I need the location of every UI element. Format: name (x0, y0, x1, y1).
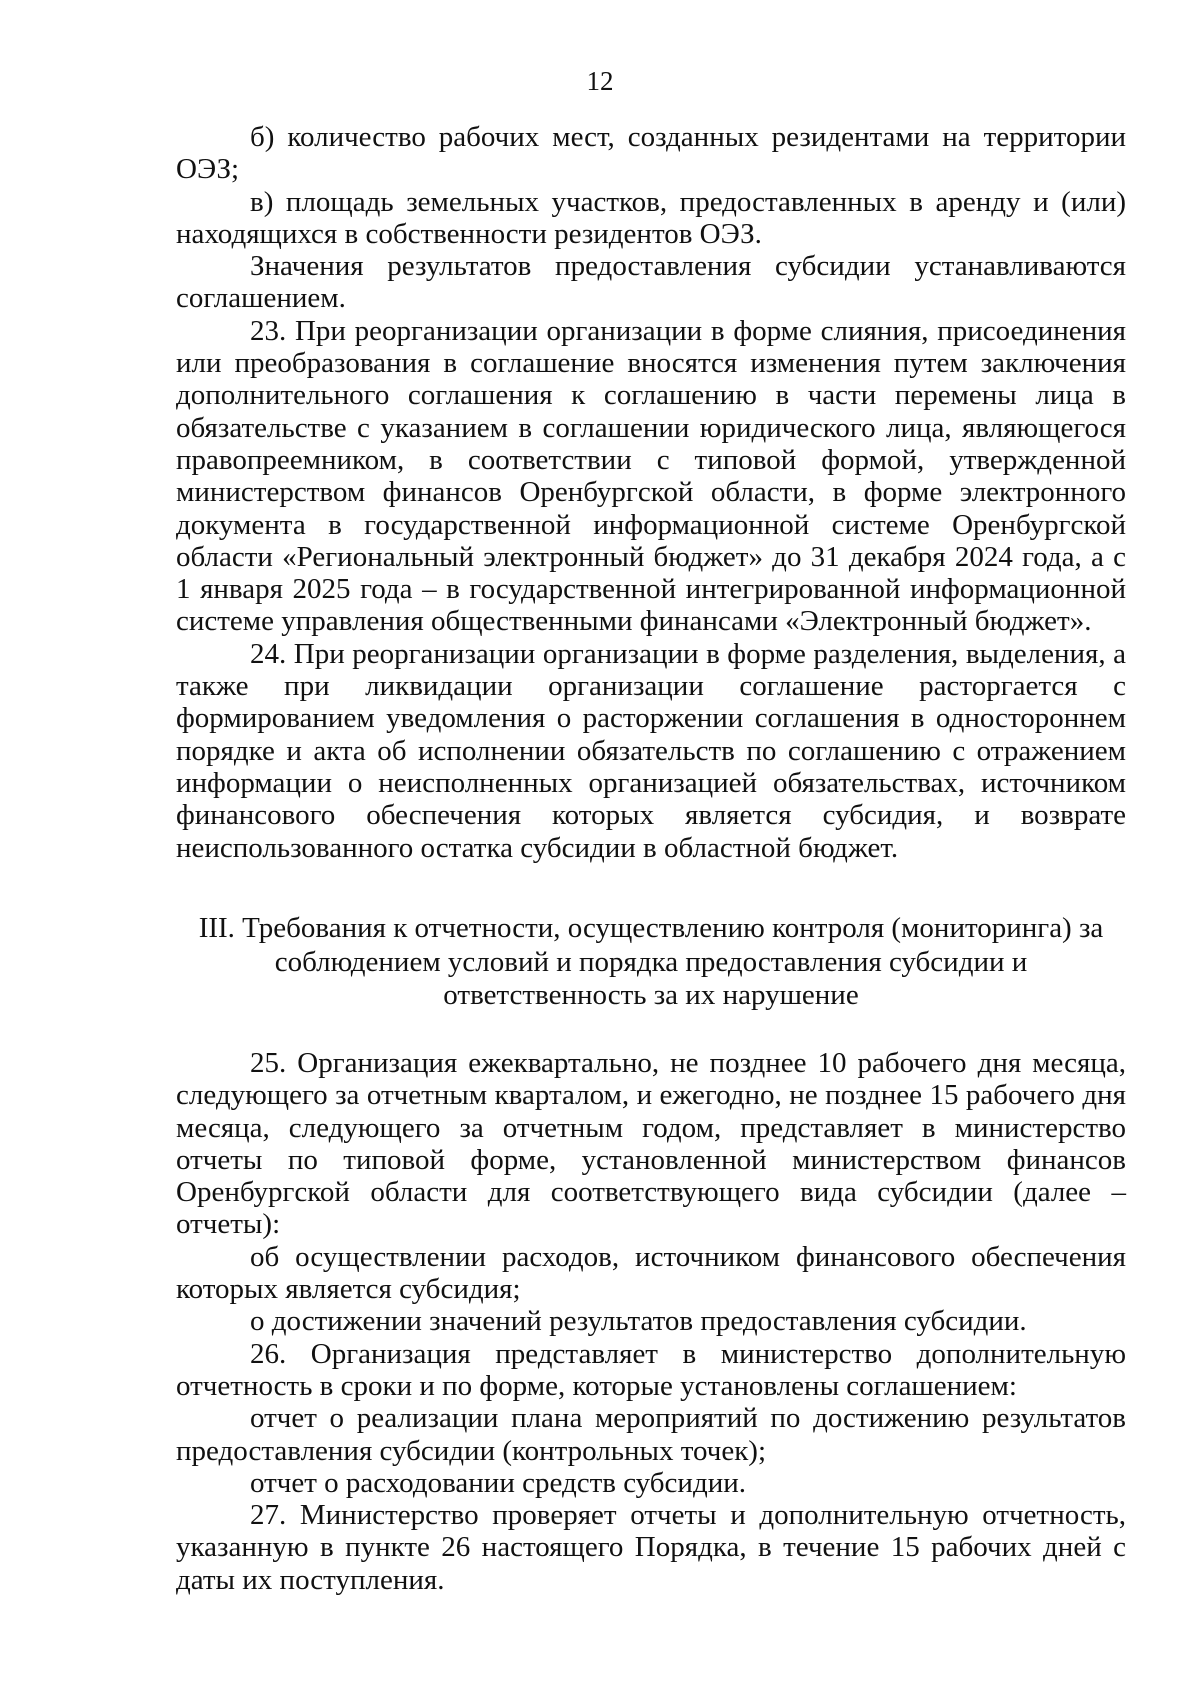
paragraph-24-reorganization-division: 24. При реорганизации организации в форме разделения, выделения, а также при ликвидации организации соглашение расторгается с формированием уведомления о расторжении соглашения в одностороннем порядке и акта об исполнении обязательств по соглашению с отражением информации о неисполненных организацией обязательствах, источником финансового обеспечения которых является субсидия, и возврате неиспользованного остатка субсидии в областной бюджет. (176, 637, 1126, 864)
section-heading (176, 912, 1126, 1013)
paragraph-expenses-report: об осуществлении расходов, источником финансового обеспечения которых является субсидия; (176, 1240, 1126, 1306)
paragraph-25-quarterly-reports: 25. Организация ежеквартально, не позднее 10 рабочего дня месяца, следующего за отчетным кварталом, и ежегодно, не позднее 15 рабочего дня месяца, следующего за отчетным годом, представляет в министерство отчеты по типовой форме, установленной министерством финансов Оренбургской области для соответствующего вида субсидии (далее – отчеты): (176, 1047, 1126, 1241)
paragraph-result-values: Значения результатов предоставления субсидии устанавливаются соглашением. (176, 250, 1126, 315)
paragraph-27-ministry-review: 27. Министерство проверяет отчеты и дополнительную отчетность, указанную в пункте 26 настоящего Порядка, в течение 15 рабочих дней с даты их поступления. (176, 1499, 1126, 1596)
section-heading-line-3: ответственность за их нарушение (443, 979, 859, 1011)
paragraph-b-jobs-created: б) количество рабочих мест, созданных резидентами на территории ОЭЗ; (176, 121, 1126, 186)
section-heading-line-1: III. Требования к отчетности, осуществлению контроля (мониторинга) за (198, 912, 1104, 944)
paragraph-spending-report: отчет о расходовании средств субсидии. (250, 1466, 746, 1499)
paragraph-v-land-area: в) площадь земельных участков, предоставленных в аренду и (или) находящихся в собственности резидентов ОЭЗ. (176, 185, 1126, 250)
body-text-before-section (176, 121, 1126, 864)
paragraph-results-report: о достижении значений результатов предоставления субсидии. (250, 1305, 1027, 1338)
paragraph-26-additional-reporting: 26. Организация представляет в министерство дополнительную отчетность в сроки и по форме, которые установлены соглашением: (176, 1337, 1126, 1402)
page-number: 12 (586, 66, 614, 96)
section-heading-line-2: соблюдением условий и порядка предоставления субсидии и (274, 945, 1028, 978)
paragraph-23-reorganization-merger: 23. При реорганизации организации в форме слияния, присоединения или преобразования в соглашение вносятся изменения путем заключения дополнительного соглашения к соглашению в части перемены лица в обязательстве с указанием в соглашении юридического лица, являющегося правопреемником, в соответствии с типовой формой, утвержденной министерством финансов Оренбургской области, в форме электронного документа в государственной информационной системе Оренбургской области «Региональный электронный бюджет» до 31 декабря 2024 года, а с 1 января 2025 года – в государственной интегрированной информационной системе управления общественными финансами «Электронный бюджет». (176, 314, 1126, 638)
paragraph-action-plan-report: отчет о реализации плана мероприятий по достижению результатов предоставления субсидии (контрольных точек); (176, 1402, 1126, 1467)
body-text-after-section (176, 1047, 1126, 1596)
